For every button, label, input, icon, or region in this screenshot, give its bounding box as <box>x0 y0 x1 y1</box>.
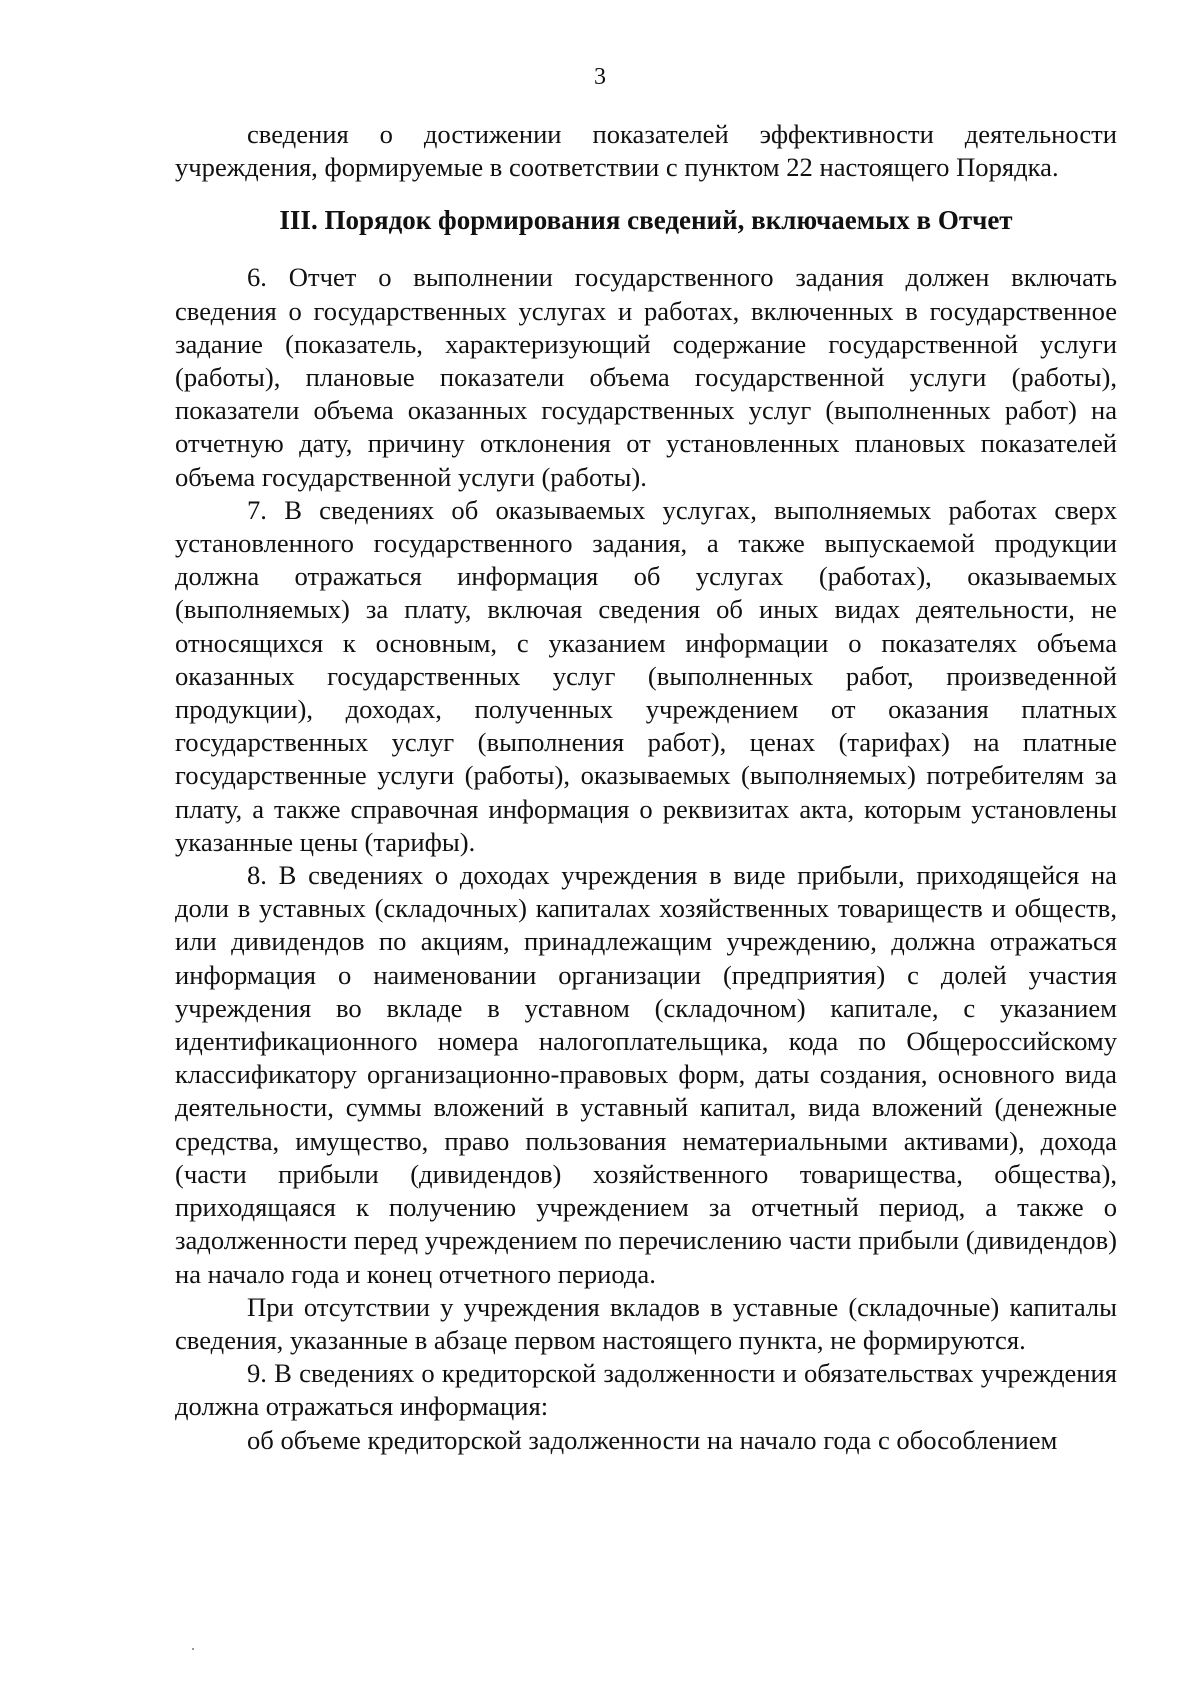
paragraph-9: 9. В сведениях о кредиторской задолженности и обязательствах учреждения должна отражаться информация: <box>175 1358 1117 1422</box>
paragraph-6: 6. Отчет о выполнении государственного задания должен включать сведения о государственных услугах и работах, включенных в государственное задание (показатель, характеризующий содержание государственной услуги (работы), плановые показатели объема государственной услуги (работы), показатели объема оказанных государственных услуг (выполненных работ) на отчетную дату, причину отклонения от установленных плановых показателей объема государственной услуги (работы). <box>175 262 1117 492</box>
intro-paragraph: сведения о достижении показателей эффективности деятельности учреждения, формируемые в соответствии с пунктом 22 настоящего Порядка. <box>175 119 1117 183</box>
paragraph-8-note: При отсутствии у учреждения вкладов в уставные (складочные) капиталы сведения, указанные в абзаце первом настоящего пункта, не формируются. <box>175 1291 1117 1355</box>
paragraph-8: 8. В сведениях о доходах учреждения в виде прибыли, приходящейся на доли в уставных (складочных) капиталах хозяйственных товариществ и обществ, или дивидендов по акциям, принадлежащим учреждению, должна отражаться информация о наименовании организации (предприятия) с долей участия учреждения во вкладе в уставном (складочном) капитале, с указанием идентификационного номера налогоплательщика, кода по Общероссийскому классификатору организационно-правовых форм, даты создания, основного вида деятельности, суммы вложений в уставный капитал, вида вложений (денежные средства, имущество, право пользования нематериальными активами), дохода (части прибыли (дивидендов) хозяйственного товарищества, общества), приходящаяся к получению учреждением за отчетный период, а также о задолженности перед учреждением по перечислению части прибыли (дивидендов) на начало года и конец отчетного периода. <box>175 860 1117 1289</box>
document-body <box>175 118 1117 1457</box>
page-number: 3 <box>594 64 606 90</box>
paragraph-7: 7. В сведениях об оказываемых услугах, выполняемых работах сверх установленного государственного задания, а также выпускаемой продукции должна отражаться информация об услугах (работах), оказываемых (выполняемых) за плату, включая сведения об иных видах деятельности, не относящихся к основным, с указанием информации о показателях объема оказанных государственных услуг (выполненных работ, произведенной продукции), доходах, полученных учреждением от оказания платных государственных услуг (выполнения работ), ценах (тарифах) на платные государственные услуги (работы), оказываемых (выполняемых) потребителям за плату, а также справочная информация о реквизитах акта, которым установлены указанные цены (тарифы). <box>175 494 1117 857</box>
section-heading: III. Порядок формирования сведений, включаемых в Отчет <box>279 205 1013 236</box>
paragraph-9-item: об объеме кредиторской задолженности на начало года с обособлением <box>247 1424 1058 1455</box>
scan-speck <box>192 1648 194 1650</box>
